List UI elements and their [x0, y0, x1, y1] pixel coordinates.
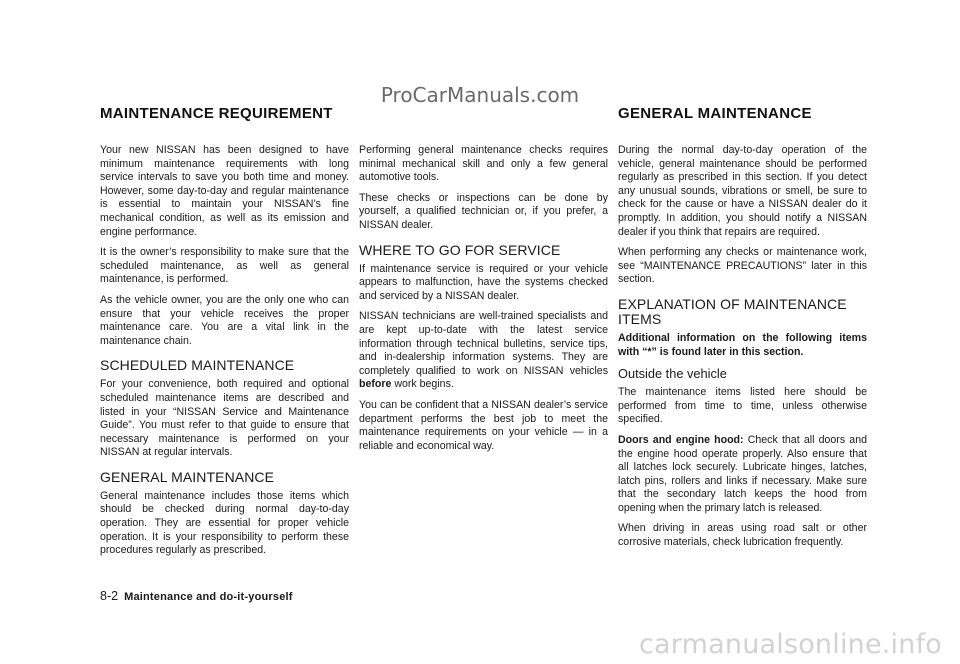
- page-number: 8-2: [100, 589, 119, 603]
- paragraph: Performing general maintenance checks requires minimal mechanical skill and only a few general automotive tools.: [359, 144, 608, 184]
- paragraph: The maintenance items listed here should be performed from time to time, unless otherwise specified.: [618, 386, 867, 426]
- paragraph-text: work begins.: [391, 378, 454, 391]
- paragraph: It is the owner’s responsibility to make sure that the scheduled maintenance, as well as general maintenance, is performed.: [100, 246, 349, 286]
- watermark-top: ProCarManuals.com: [380, 83, 580, 107]
- subheading-general-maintenance: GENERAL MAINTENANCE: [100, 468, 275, 485]
- paragraph: [359, 310, 608, 392]
- paragraph: For your convenience, both required and optional scheduled maintenance items are described and listed in your “NISSAN Service and Maintenance Guide”. You must refer to that guide to ensure that necessary maintenance is performed on your NISSAN at regular intervals.: [100, 378, 349, 459]
- subheading-outside-the-vehicle: Outside the vehicle: [618, 366, 727, 382]
- column-2: [359, 144, 608, 460]
- paragraph: As the vehicle owner, you are the only one who can ensure that your vehicle receives the proper maintenance care. You are a vital link in the maintenance chain.: [100, 293, 349, 347]
- subheading-where-to-go-for-service: WHERE TO GO FOR SERVICE: [359, 241, 561, 258]
- paragraph: If maintenance service is required or your vehicle appears to malfunction, have the systems checked and serviced by a NISSAN dealer.: [359, 262, 608, 302]
- paragraph: You can be confident that a NISSAN dealer’s service department performs the best job to meet the maintenance requirements on your vehicle — in a reliable and economical way.: [359, 398, 608, 452]
- paragraph: When performing any checks or maintenance work, see “MAINTENANCE PRECAUTIONS” later in this section.: [618, 246, 867, 286]
- paragraph: General maintenance includes those items which should be checked during normal day-to-day operation. They are essential for proper vehicle operation. It is your responsibility to perform these procedures regularly as prescribed.: [100, 489, 349, 557]
- heading-general-maintenance: GENERAL MAINTENANCE: [618, 105, 812, 122]
- column-1: [100, 144, 349, 565]
- page-footer: [100, 589, 293, 603]
- paragraph-text: NISSAN technicians are well-trained specialists and are kept up-to-date with the latest service information through technical bulletins, service tips, and in-dealership information systems. They are completely qualified to work on NISSAN vehicles: [359, 310, 608, 377]
- paragraph: These checks or inspections can be done by yourself, a qualified technician or, if you prefer, a NISSAN dealer.: [359, 191, 608, 231]
- paragraph: Your new NISSAN has been designed to have minimum maintenance requirements with long service intervals to save you both time and money. However, some day-to-day and regular maintenance is essential to maintain your NISSAN’s fine mechanical condition, as well as its emission and engine performance.: [100, 144, 349, 238]
- label-doors-and-engine-hood: Doors and engine hood:: [618, 433, 744, 446]
- note-additional-information: Additional information on the following items with “*” is found later in this section.: [618, 331, 867, 358]
- subheading-explanation-of-maintenance-items: EXPLANATION OF MAINTENANCE ITEMS: [618, 295, 847, 327]
- paragraph-text: Check that all doors and the engine hood operate properly. Also ensure that all latches lock securely. Lubricate hinges, latches, latch pins, rollers and links if necessary. Make sure that the secondary latch keeps the hood from opening when the primary latch is released.: [618, 433, 867, 514]
- paragraph: During the normal day-to-day operation of the vehicle, general maintenance should be performed regularly as prescribed in this section. If you detect any unusual sounds, vibrations or smell, be sure to check for the cause or have a NISSAN dealer do it promptly. In addition, you should notify a NISSAN dealer if you think that repairs are required.: [618, 144, 867, 238]
- column-3: [618, 144, 867, 557]
- subheading-scheduled-maintenance: SCHEDULED MAINTENANCE: [100, 357, 295, 374]
- heading-maintenance-requirement: MAINTENANCE REQUIREMENT: [100, 105, 333, 122]
- watermark-bottom: carmanualsonline.info: [639, 629, 942, 660]
- emphasis-before: before: [359, 378, 392, 391]
- paragraph: When driving in areas using road salt or other corrosive materials, check lubrication frequently.: [618, 522, 867, 549]
- chapter-title: Maintenance and do-it-yourself: [124, 591, 293, 603]
- paragraph: [618, 434, 867, 516]
